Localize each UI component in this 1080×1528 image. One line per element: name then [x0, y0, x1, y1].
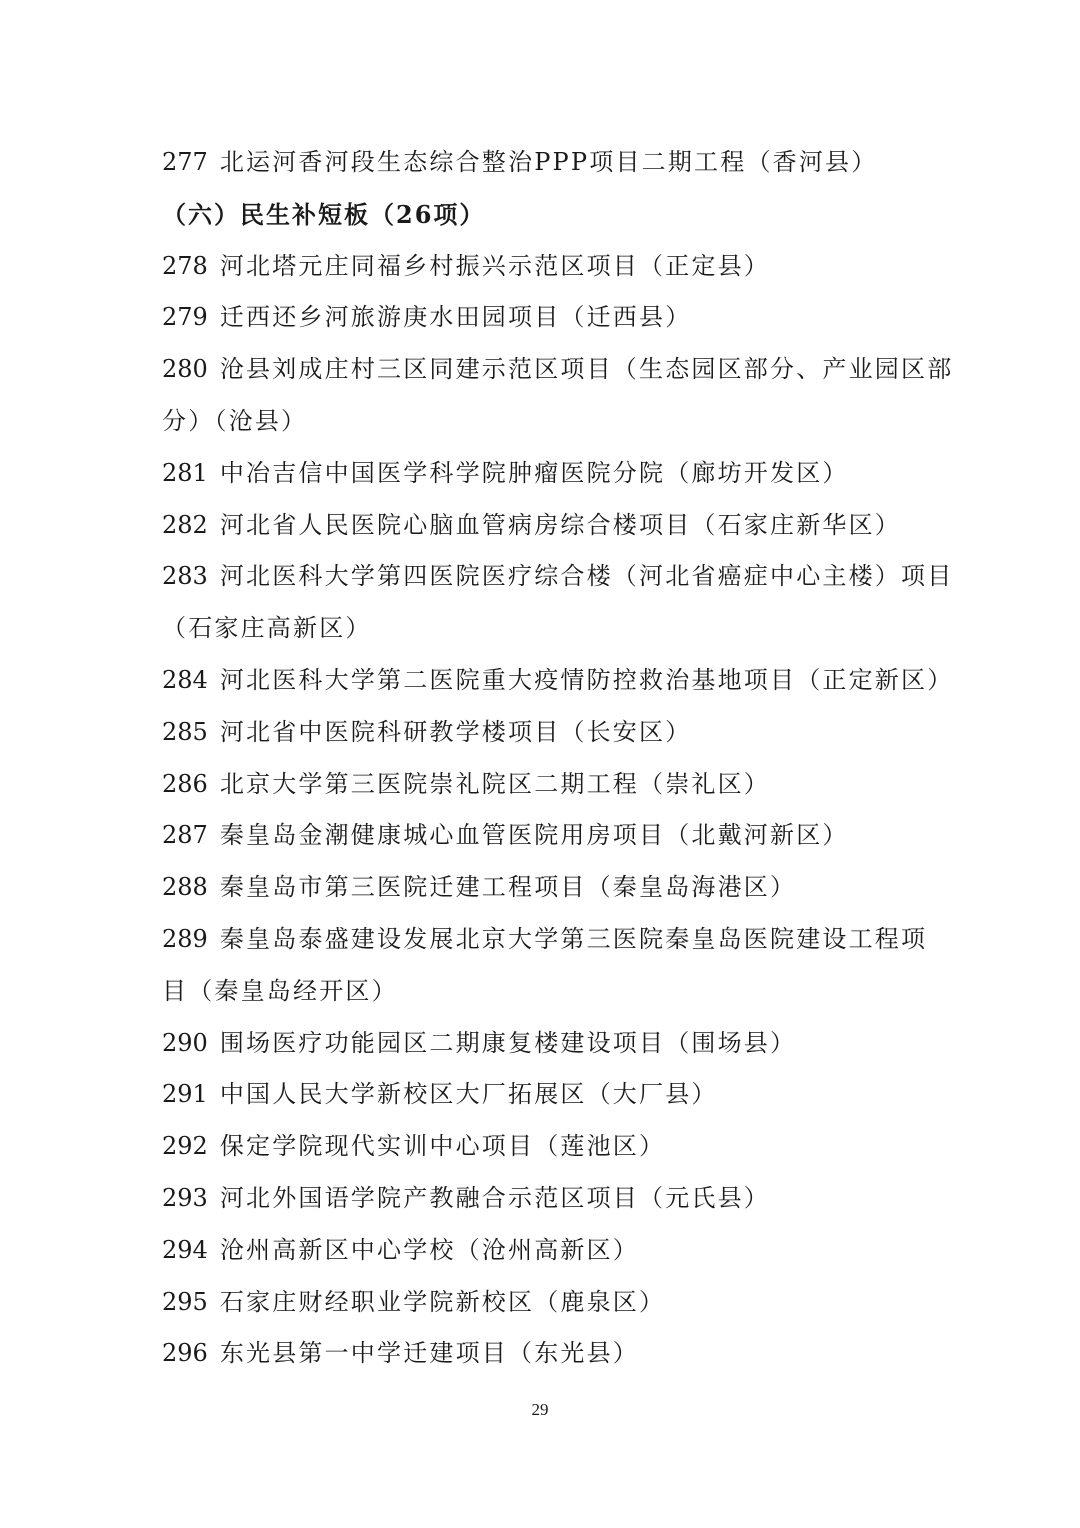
list-item: [162, 551, 954, 603]
item-text: 沧县刘成庄村三区同建示范区项目（生态园区部分、产业园区部: [219, 355, 954, 384]
item-number: 286: [162, 769, 208, 798]
item-text: 河北省人民医院心脑血管病房综合楼项目（石家庄新华区）: [219, 510, 902, 539]
list-item-continuation: [162, 603, 922, 655]
list-item: [162, 1328, 922, 1380]
item-number: 282: [162, 510, 208, 539]
item-text: 分）（沧县）: [162, 406, 308, 435]
item-number: 291: [162, 1080, 208, 1109]
item-number: 289: [162, 924, 208, 953]
item-number: 293: [162, 1183, 208, 1212]
list-item: [162, 1277, 922, 1329]
list-item: [162, 707, 922, 759]
list-item-continuation: [162, 396, 922, 448]
list-item: [162, 137, 922, 189]
list-item: [162, 914, 928, 966]
item-text: 河北塔元庄同福乡村振兴示范区项目（正定县）: [219, 251, 771, 280]
item-text: 沧州高新区中心学校（沧州高新区）: [219, 1235, 640, 1264]
page-number: 29: [531, 1400, 549, 1419]
item-text: 保定学院现代实训中心项目（莲池区）: [219, 1132, 666, 1161]
section-heading-text: （六）民生补短板（26项）: [162, 199, 486, 229]
list-item: [162, 1018, 922, 1070]
item-text: 围场医疗功能园区二期康复楼建设项目（围场县）: [219, 1028, 797, 1057]
item-text: 河北省中医院科研教学楼项目（长安区）: [219, 717, 692, 746]
item-text: 河北医科大学第二医院重大疫情防控救治基地项目（正定新区）: [219, 665, 954, 694]
item-text: 目（秦皇岛经开区）: [162, 976, 398, 1005]
project-list: [162, 137, 954, 1380]
list-item: [162, 344, 954, 396]
item-number: 281: [162, 458, 208, 487]
item-text: 中国人民大学新校区大厂拓展区（大厂县）: [219, 1080, 718, 1109]
item-text: 石家庄财经职业学院新校区（鹿泉区）: [219, 1287, 666, 1316]
item-number: 280: [162, 355, 208, 384]
list-item-continuation: [162, 966, 922, 1018]
item-number: 296: [162, 1339, 208, 1368]
item-text: 河北医科大学第四医院医疗综合楼（河北省癌症中心主楼）项目: [219, 562, 954, 591]
list-item: [162, 1121, 922, 1173]
list-item: [162, 1173, 922, 1225]
list-item: [162, 759, 922, 811]
item-number: 285: [162, 717, 208, 746]
item-text: 东光县第一中学迁建项目（东光县）: [219, 1339, 640, 1368]
item-text: （石家庄高新区）: [162, 614, 372, 643]
list-item: [162, 241, 922, 293]
item-text: 迁西还乡河旅游庚水田园项目（迁西县）: [219, 303, 692, 332]
item-number: 287: [162, 821, 208, 850]
list-item: [162, 655, 954, 707]
section-heading: [162, 189, 922, 241]
item-number: 277: [162, 148, 208, 176]
item-text: 北运河香河段生态综合整治PPP项目二期工程（香河县）: [219, 148, 878, 176]
item-text: 秦皇岛市第三医院迁建工程项目（秦皇岛海港区）: [219, 873, 797, 902]
item-text: 河北外国语学院产教融合示范区项目（元氏县）: [219, 1183, 771, 1212]
item-number: 294: [162, 1235, 208, 1264]
item-text: 中冶吉信中国医学科学院肿瘤医院分院（廊坊开发区）: [219, 458, 849, 487]
list-item: [162, 500, 922, 552]
list-item: [162, 810, 922, 862]
list-item: [162, 1069, 922, 1121]
list-item: [162, 1225, 922, 1277]
item-number: 288: [162, 873, 208, 902]
list-item: [162, 292, 922, 344]
item-number: 279: [162, 303, 208, 332]
item-number: 290: [162, 1028, 208, 1057]
item-text: 秦皇岛泰盛建设发展北京大学第三医院秦皇岛医院建设工程项: [219, 924, 928, 953]
item-number: 278: [162, 251, 208, 280]
list-item: [162, 862, 922, 914]
item-number: 284: [162, 665, 208, 694]
item-number: 292: [162, 1132, 208, 1161]
list-item: [162, 448, 922, 500]
item-text: 北京大学第三医院崇礼院区二期工程（崇礼区）: [219, 769, 771, 798]
item-number: 283: [162, 562, 208, 591]
item-number: 295: [162, 1287, 208, 1316]
item-text: 秦皇岛金潮健康城心血管医院用房项目（北戴河新区）: [219, 821, 849, 850]
